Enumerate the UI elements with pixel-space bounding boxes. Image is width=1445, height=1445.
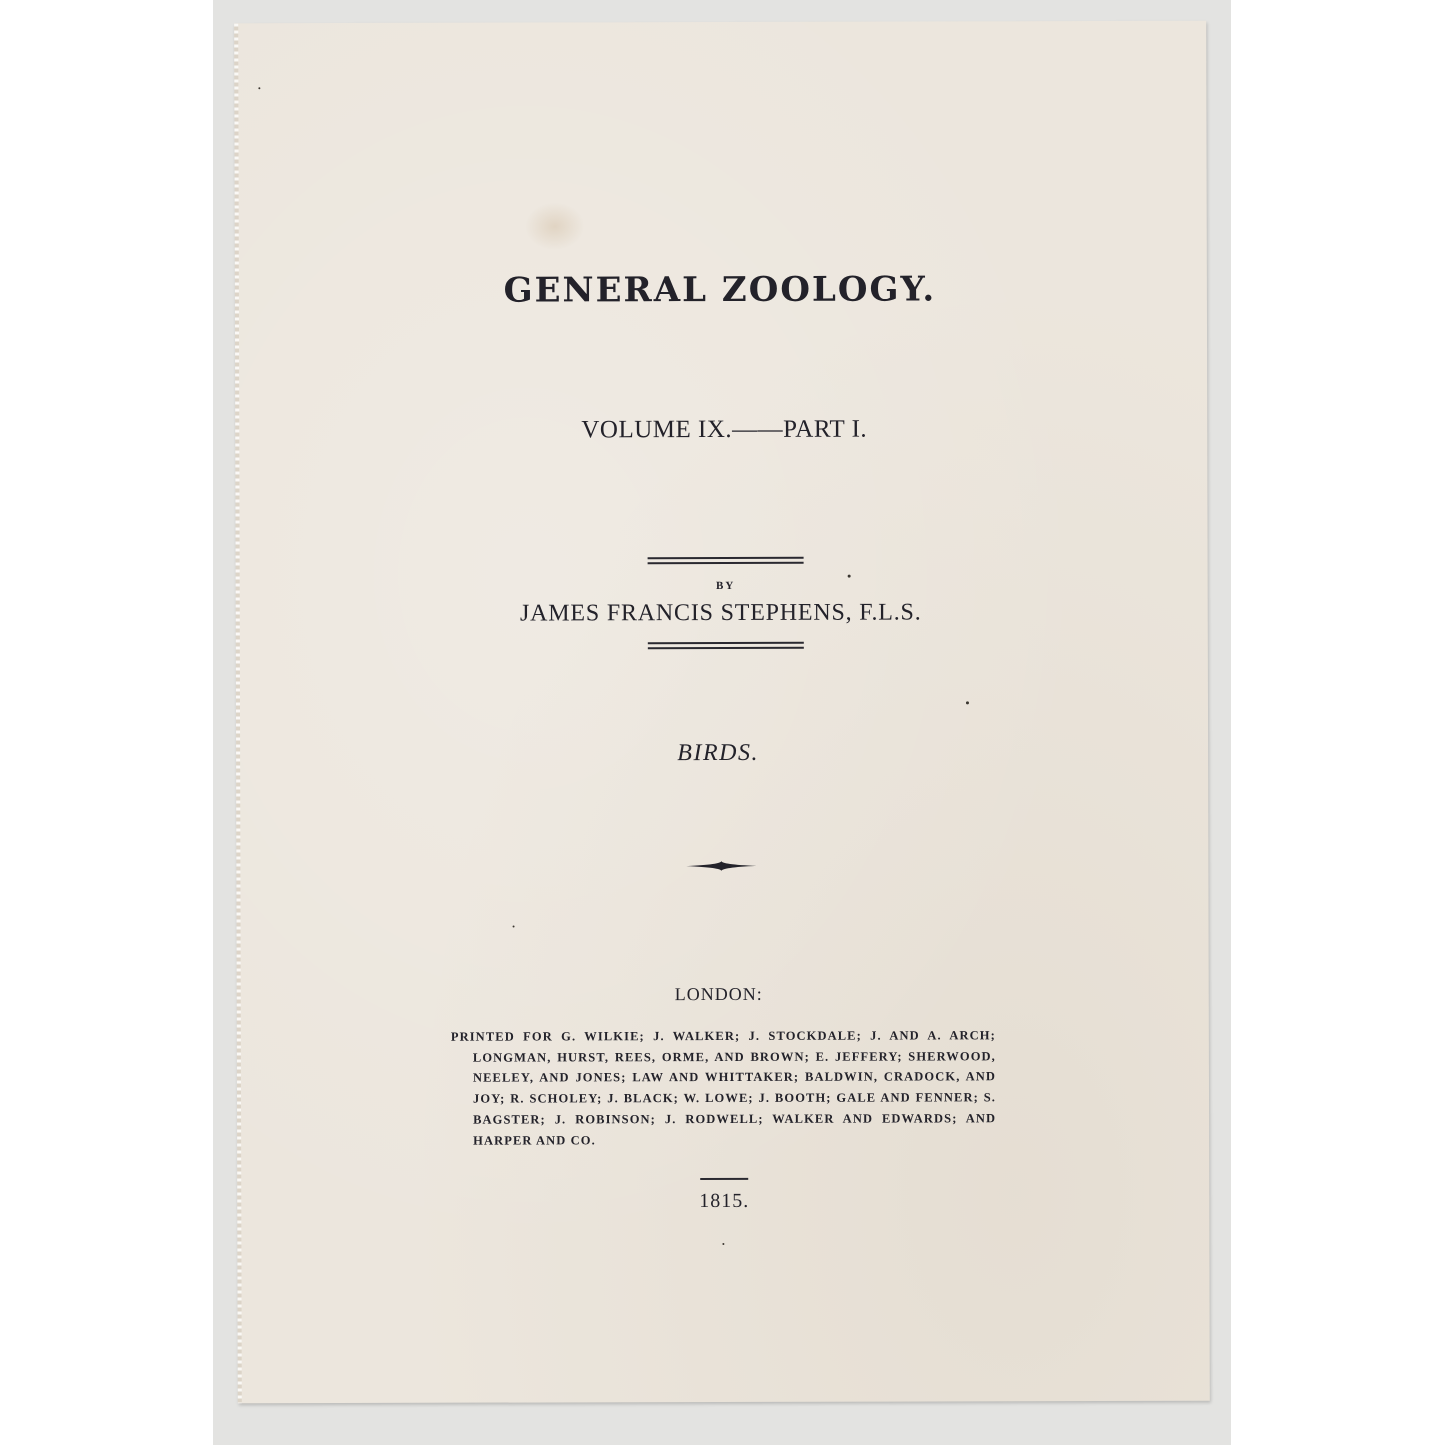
double-rule-top <box>648 557 804 567</box>
author-name: JAMES FRANCIS STEPHENS, F.L.S. <box>519 599 922 627</box>
foxing-stain <box>525 202 585 250</box>
double-rule-bottom <box>648 642 804 652</box>
book-title: GENERAL ZOOLOGY. <box>503 269 937 311</box>
imprint-publishers: PRINTED FOR G. WILKIE; J. WALKER; J. STOCKDALE; J. AND A. ARCH; LONGMAN, HURST, REES, ORME, AND BROWN; E. JEFFERY; SHERWOOD, NEELEY, AND JONES; LAW AND WHITTAKER; BALDWIN, CRADOCK, AND JOY; R. SCHOLEY; J. BLACK; W. LOWE; J. BOOTH; GALE AND FENNER; S. BAGSTER; J. ROBINSON; J. RODWELL; WALKER AND EDWARDS; AND HARPER AND CO. <box>450 1028 997 1148</box>
ornament-rule <box>686 858 756 874</box>
subject-title: BIRDS. <box>677 739 759 767</box>
ink-speck <box>966 701 969 704</box>
title-page <box>234 21 1210 1404</box>
ink-speck <box>258 87 260 89</box>
volume-part: VOLUME IX.——PART I. <box>581 415 868 444</box>
year-rule <box>700 1178 748 1180</box>
publication-year: 1815. <box>699 1189 750 1213</box>
ink-speck <box>722 1243 724 1245</box>
ink-speck <box>848 575 851 578</box>
imprint-city: LONDON: <box>674 983 763 1005</box>
by-label: BY <box>716 579 736 593</box>
ink-speck <box>513 926 515 928</box>
